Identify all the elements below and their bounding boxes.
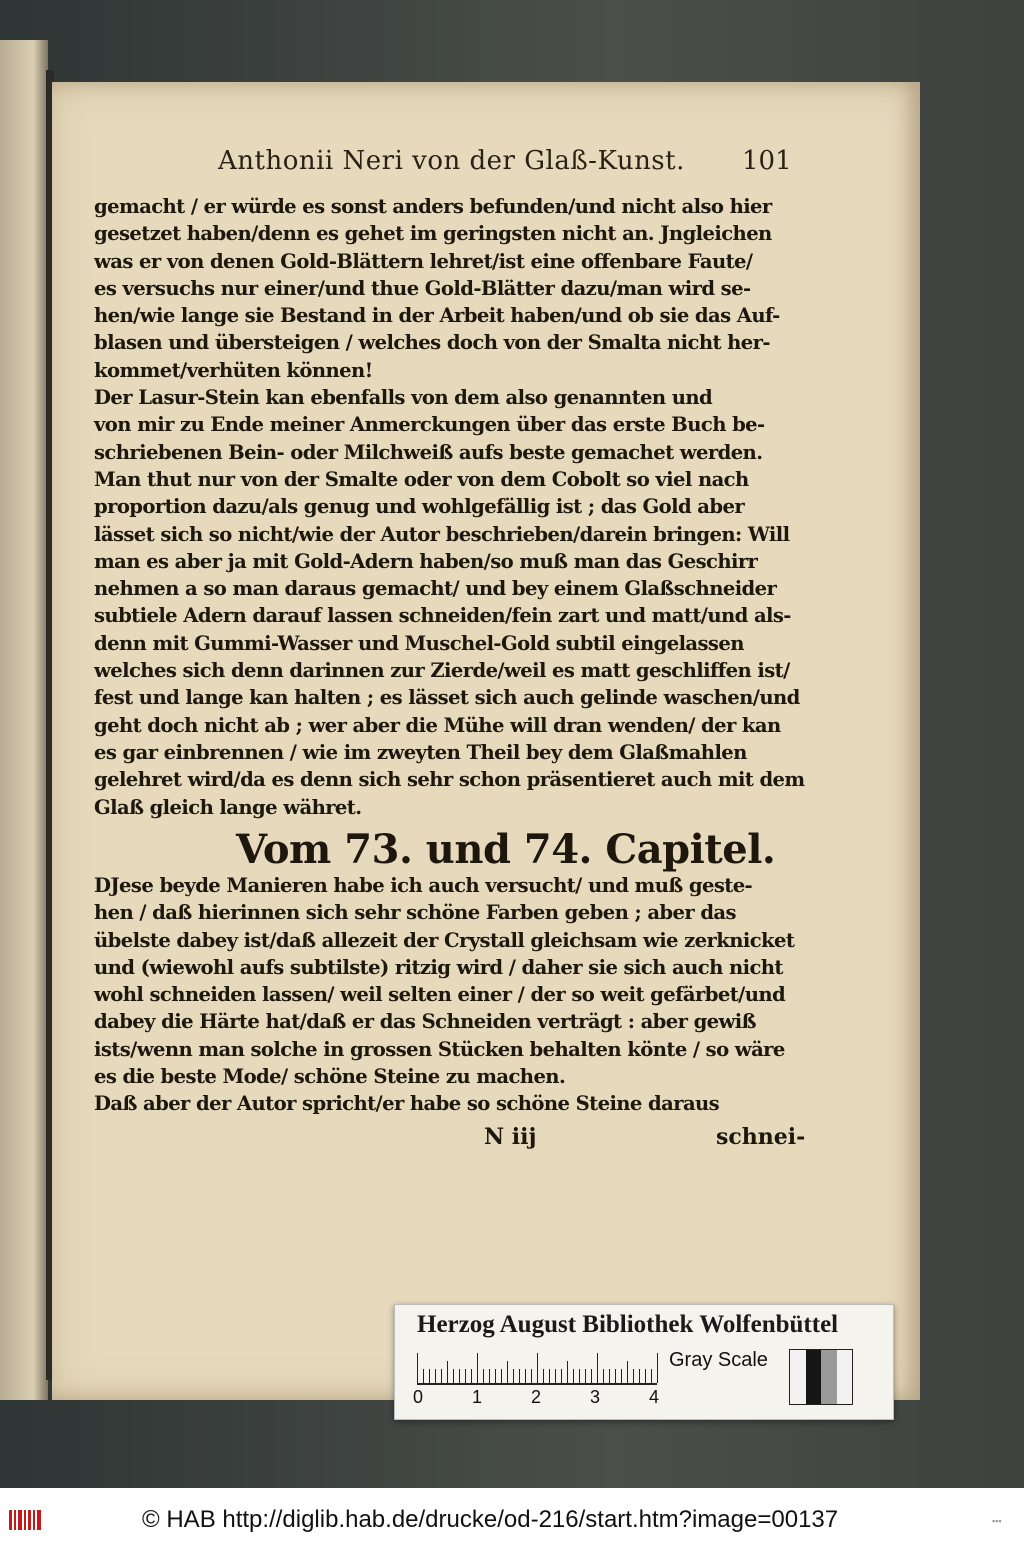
ruler-number: 1: [472, 1387, 483, 1407]
ruler-tick: [639, 1369, 640, 1383]
ruler-tick: [543, 1369, 544, 1383]
text-line: von mir zu Ende meiner Anmerckungen über das erste Buch be-: [94, 413, 765, 437]
ruler-tick: [597, 1353, 598, 1383]
text-line: schriebenen Bein- oder Milchweiß aufs beste gemachet werden.: [94, 440, 763, 464]
text-line: kommet/verhüten können!: [94, 358, 373, 382]
text-line: Daß aber der Autor spricht/er habe so schöne Steine daraus: [94, 1092, 720, 1116]
text-line: ists/wenn man solche in grossen Stücken behalten könte / so wäre: [94, 1037, 785, 1061]
ruler-tick: [471, 1369, 472, 1383]
ruler-tick: [447, 1361, 448, 1383]
text-line: blasen und übersteigen / welches doch von der Smalta nicht her-: [94, 331, 770, 355]
ruler-tick: [657, 1353, 658, 1383]
ruler-tick: [609, 1369, 610, 1383]
ruler-tick: [519, 1369, 520, 1383]
footer-decoration: ▪▪▪: [992, 1516, 1002, 1526]
ruler-tick: [561, 1369, 562, 1383]
ruler-tick: [489, 1369, 490, 1383]
ruler-tick: [483, 1369, 484, 1383]
ruler-tick: [633, 1369, 634, 1383]
text-line: welches sich denn darinnen zur Zierde/weil es matt geschliffen ist/: [94, 659, 790, 683]
text-block-upper: [94, 193, 805, 821]
ruler-tick: [579, 1369, 580, 1383]
ruler-number: 4: [649, 1387, 660, 1407]
footer-copyright-link[interactable]: © HAB http://diglib.hab.de/drucke/od-216/start.htm?image=00137: [142, 1506, 839, 1533]
running-head: Anthonii Neri von der Glaß-Kunst.: [218, 146, 685, 176]
ruler-tick: [525, 1369, 526, 1383]
ruler-tick: [501, 1369, 502, 1383]
text-line: gesetzet haben/denn es gehet im geringsten nicht an. Jngleichen: [94, 222, 772, 246]
gray-swatch: [790, 1350, 806, 1404]
ruler-tick: [567, 1361, 568, 1383]
text-line: denn mit Gummi-Wasser und Muschel-Gold subtil eingelassen: [94, 631, 744, 655]
text-line: Der Lasur-Stein kan ebenfalls von dem also genannten und: [94, 386, 713, 410]
signature-mark: N iij: [484, 1124, 537, 1150]
text-line: man es aber ja mit Gold-Adern haben/so muß man das Geschirr: [94, 549, 758, 573]
catchword: schnei-: [716, 1124, 806, 1150]
text-line: fest und lange kan halten ; es lässet sich auch gelinde waschen/und: [94, 686, 800, 710]
facing-page-edge: [0, 40, 48, 1400]
ruler-tick: [591, 1369, 592, 1383]
ruler-tick: [615, 1369, 616, 1383]
library-label: [394, 1304, 894, 1420]
text-line: subtiele Adern darauf lassen schneiden/fein zart und matt/und als-: [94, 604, 791, 628]
text-line: nehmen a so man daraus gemacht/ und bey einem Glaßschneider: [94, 577, 777, 601]
ruler-tick: [531, 1369, 532, 1383]
ruler-number: 3: [590, 1387, 601, 1407]
ruler-tick: [627, 1361, 628, 1383]
text-line: gemacht / er würde es sonst anders befunden/und nicht also hier: [94, 195, 772, 218]
gray-scale-label: Gray Scale: [669, 1349, 768, 1371]
ruler-tick: [621, 1369, 622, 1383]
gray-swatch: [806, 1350, 822, 1404]
gray-swatch: [821, 1350, 837, 1404]
text-line: DJese beyde Manieren habe ich auch versucht/ und muß geste-: [94, 874, 753, 897]
ruler-tick: [507, 1361, 508, 1383]
text-line: übelste dabey ist/daß allezeit der Crystall gleichsam wie zerknicket: [94, 928, 795, 952]
barcode-icon: [8, 1508, 44, 1532]
text-line: es versuchs nur einer/und thue Gold-Blätter dazu/man wird se-: [94, 276, 751, 300]
text-line: lässet sich so nicht/wie der Autor beschrieben/darein bringen: Will: [94, 522, 790, 546]
text-line: Man thut nur von der Smalte oder von dem Cobolt so viel nach: [94, 467, 749, 491]
text-line: gelehret wird/da es denn sich sehr schon präsentieret auch mit dem: [94, 768, 805, 792]
ruler-tick: [555, 1369, 556, 1383]
text-line: hen / daß hierinnen sich sehr schöne Farben geben ; aber das: [94, 901, 736, 925]
ruler-tick: [585, 1369, 586, 1383]
chapter-heading: Vom 73. und 74. Capitel.: [236, 826, 776, 873]
text-line: Glaß gleich lange währet.: [94, 795, 362, 819]
ruler-tick: [453, 1369, 454, 1383]
gray-scale-swatches: [789, 1349, 853, 1405]
ruler-tick: [459, 1369, 460, 1383]
text-line: und (wiewohl aufs subtilste) ritzig wird / daher sie sich auch nicht: [94, 955, 783, 979]
ruler-tick: [465, 1369, 466, 1383]
ruler-number: 0: [413, 1387, 424, 1407]
ruler-tick: [429, 1369, 430, 1383]
text-block-lower: [94, 872, 794, 1118]
text-line: hen/wie lange sie Bestand in der Arbeit haben/und ob sie das Auf-: [94, 304, 780, 328]
gray-swatch: [837, 1350, 853, 1404]
ruler-tick: [441, 1369, 442, 1383]
text-line: es die beste Mode/ schöne Steine zu machen.: [94, 1065, 566, 1089]
ruler-tick: [573, 1369, 574, 1383]
ruler-tick: [537, 1353, 538, 1383]
scale-ruler: [417, 1353, 657, 1385]
ruler-tick: [513, 1369, 514, 1383]
text-line: es gar einbrennen / wie im zweyten Theil bey dem Glaßmahlen: [94, 740, 747, 764]
text-line: was er von denen Gold-Blättern lehret/ist eine offenbare Faute/: [94, 249, 753, 273]
ruler-tick: [603, 1369, 604, 1383]
ruler-tick: [549, 1369, 550, 1383]
ruler-tick: [435, 1369, 436, 1383]
text-line: proportion dazu/als genug und wohlgefällig ist ; das Gold aber: [94, 495, 745, 519]
library-label-title: Herzog August Bibliothek Wolfenbüttel: [417, 1311, 839, 1338]
text-line: dabey die Härte hat/daß er das Schneiden verträgt : aber gewiß: [94, 1010, 756, 1034]
ruler-tick: [645, 1369, 646, 1383]
text-line: geht doch nicht ab ; wer aber die Mühe will dran wenden/ der kan: [94, 713, 781, 737]
ruler-number: 2: [531, 1387, 542, 1407]
page-number: 101: [742, 146, 792, 176]
ruler-tick: [477, 1353, 478, 1383]
text-line: wohl schneiden lassen/ weil selten einer / der so weit gefärbet/und: [94, 983, 786, 1007]
ruler-tick: [423, 1369, 424, 1383]
ruler-tick: [651, 1369, 652, 1383]
ruler-tick: [417, 1353, 418, 1383]
ruler-tick: [495, 1369, 496, 1383]
